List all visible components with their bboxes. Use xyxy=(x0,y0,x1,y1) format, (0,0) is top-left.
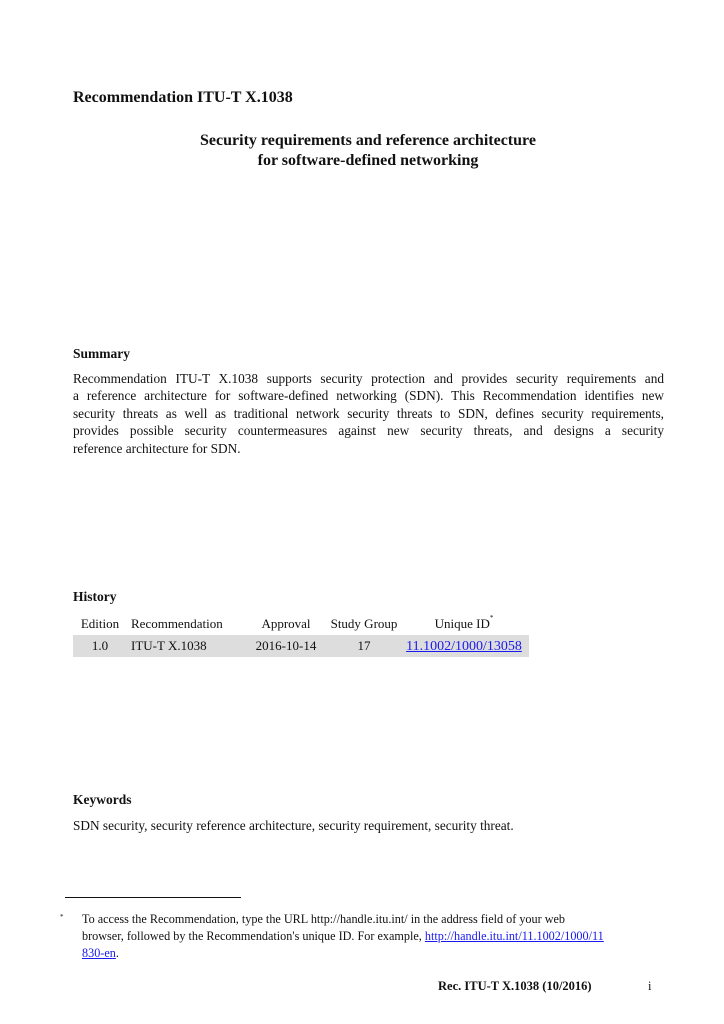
history-heading: History xyxy=(73,589,117,604)
unique-id-link[interactable]: 11.1002/1000/13058 xyxy=(406,638,522,654)
footnote-line-2-text: browser, followed by the Recommendation's unique ID. For example, xyxy=(82,929,425,943)
footnote-line-3-text: . xyxy=(115,946,119,960)
footnote-marker: * xyxy=(60,913,64,921)
summary-line-4: provides possible security countermeasures against new security threats, and designs a security xyxy=(73,423,664,439)
example-link-part-2[interactable]: 830-en xyxy=(82,946,116,960)
summary-line-2: a reference architecture for software-defined networking (SDN). This Recommendation identifies new xyxy=(73,388,664,404)
cell-unique-id xyxy=(399,635,529,657)
summary-line-1: Recommendation ITU-T X.1038 supports security protection and provides security requirements and xyxy=(73,371,664,386)
footer-rec-label: Rec. ITU-T X.1038 (10/2016) xyxy=(438,979,592,993)
cell-edition: 1.0 xyxy=(91,638,109,653)
document-title-line-2: for software-defined networking xyxy=(257,152,479,169)
footnote xyxy=(60,911,660,962)
footnote-line-1: To access the Recommendation, type the URL http://handle.itu.int/ in the address field of your web xyxy=(82,912,566,926)
keywords-heading: Keywords xyxy=(73,792,132,807)
col-recommendation: Recommendation xyxy=(131,616,223,631)
example-link-part-1[interactable]: http://handle.itu.int/11.1002/1000/11 xyxy=(424,929,604,943)
cell-study-group: 17 xyxy=(357,638,371,653)
summary-line-5: reference architecture for SDN. xyxy=(73,440,241,456)
col-unique-id-label: Unique ID xyxy=(434,616,490,631)
history-header-row xyxy=(73,613,529,635)
col-study-group: Study Group xyxy=(330,616,398,631)
summary-heading: Summary xyxy=(73,346,130,361)
history-table xyxy=(73,613,529,657)
cell-approval: 2016-10-14 xyxy=(255,638,317,653)
cell-recommendation: ITU-T X.1038 xyxy=(131,638,207,653)
document-title xyxy=(0,131,724,171)
recommendation-title: Recommendation ITU-T X.1038 xyxy=(73,89,293,106)
keywords-text: SDN security, security reference architecture, security requirement, security threat. xyxy=(73,818,514,833)
summary-text xyxy=(73,370,664,457)
footnote-line-2 xyxy=(82,928,660,945)
col-edition: Edition xyxy=(80,616,120,631)
col-unique-id xyxy=(399,613,529,635)
summary-line-3: security threats as well as traditional network security threats to SDN, defines security requirements, xyxy=(73,405,664,421)
footer-page-number: i xyxy=(648,979,652,993)
footnote-divider xyxy=(65,897,241,898)
footnote-line-3 xyxy=(82,945,660,962)
unique-id-footnote-marker: * xyxy=(489,614,494,622)
document-title-line-1: Security requirements and reference architecture xyxy=(200,132,536,149)
col-approval: Approval xyxy=(261,616,311,631)
table-row xyxy=(73,635,529,657)
